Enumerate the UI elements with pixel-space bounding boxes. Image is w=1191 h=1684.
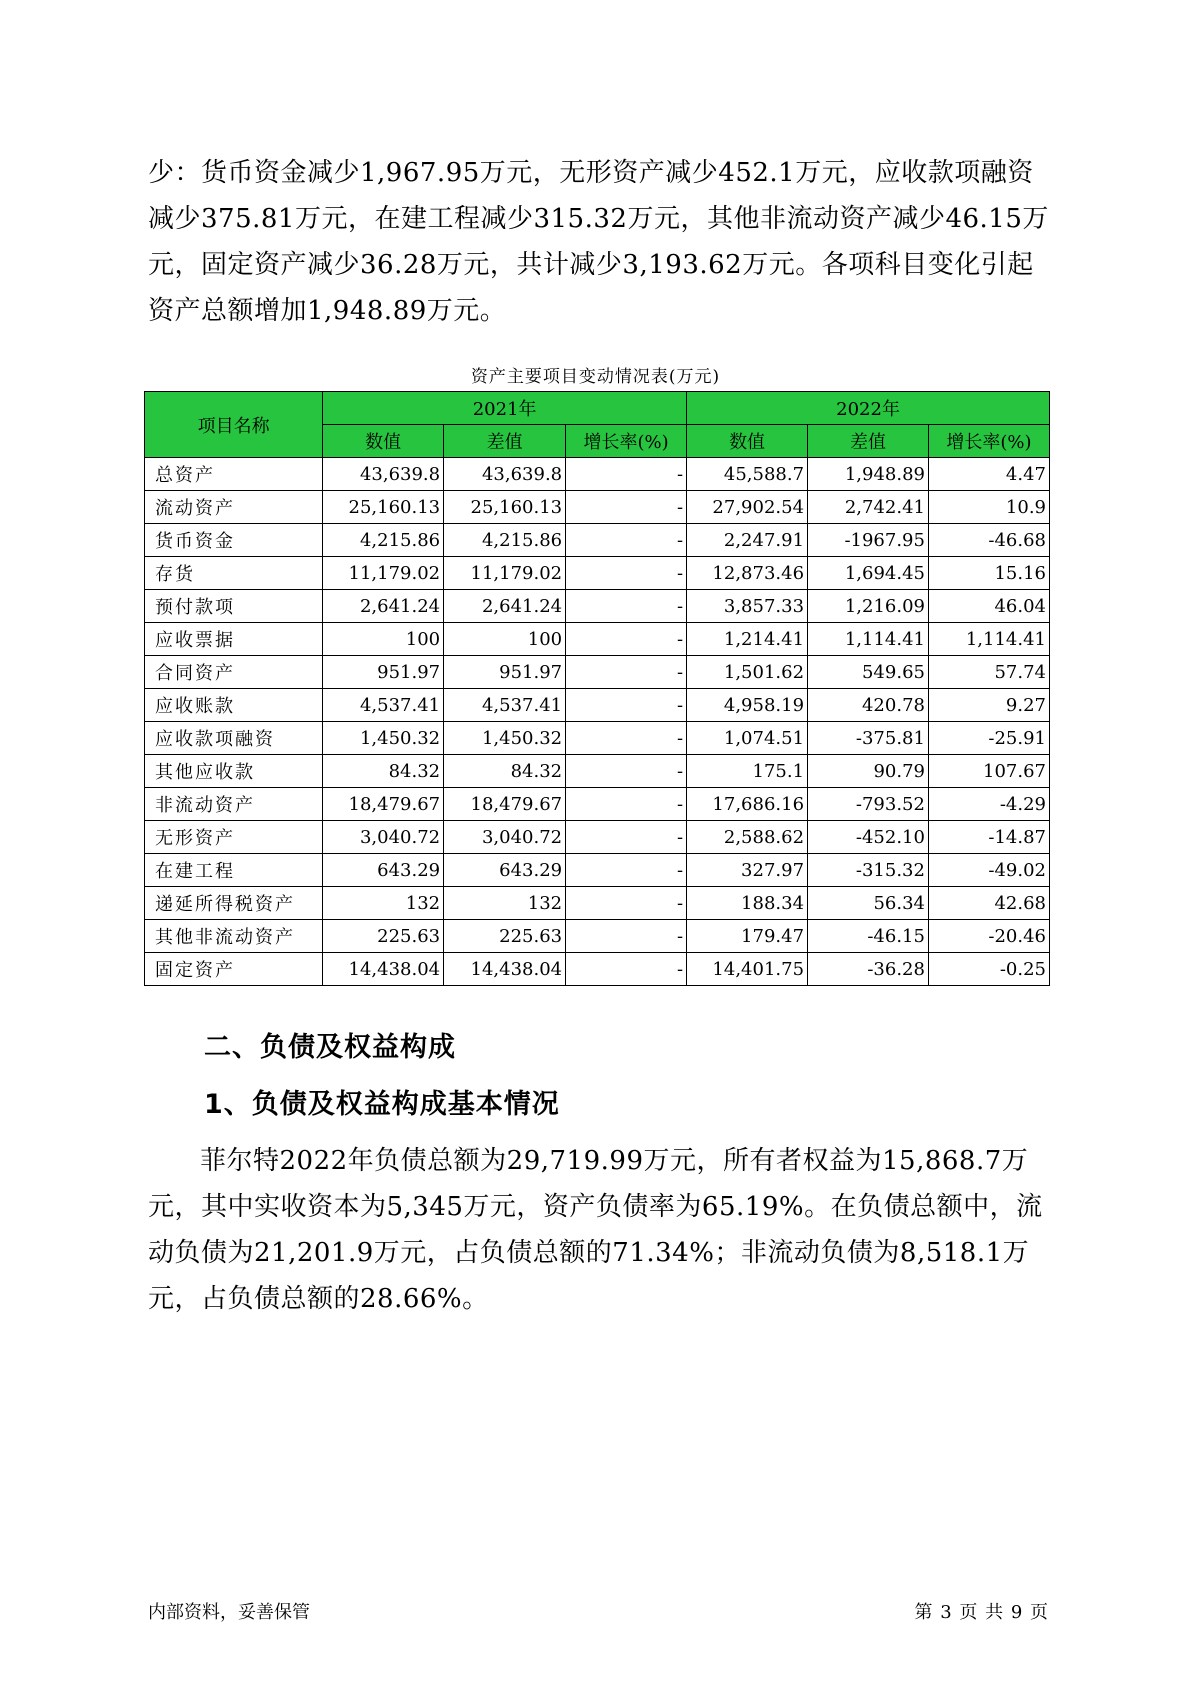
cell-diff-2022: -46.15	[808, 920, 929, 953]
cell-diff-2021: 643.29	[444, 854, 566, 887]
cell-value-2021: 951.97	[323, 656, 444, 689]
cell-value-2021: 225.63	[323, 920, 444, 953]
cell-value-2021: 132	[323, 887, 444, 920]
cell-value-2021: 18,479.67	[323, 788, 444, 821]
cell-item-name: 应收款项融资	[145, 722, 323, 755]
table-row	[145, 788, 1050, 821]
cell-value-2022: 2,247.91	[687, 524, 808, 557]
cell-item-name: 合同资产	[145, 656, 323, 689]
cell-growth-2022: 42.68	[928, 887, 1049, 920]
cell-diff-2021: 2,641.24	[444, 590, 566, 623]
cell-diff-2022: 1,114.41	[808, 623, 929, 656]
cell-diff-2022: 56.34	[808, 887, 929, 920]
cell-value-2021: 11,179.02	[323, 557, 444, 590]
cell-growth-2021: -	[566, 524, 687, 557]
cell-growth-2021: -	[566, 557, 687, 590]
cell-value-2021: 100	[323, 623, 444, 656]
cell-item-name: 非流动资产	[145, 788, 323, 821]
cell-growth-2021: -	[566, 623, 687, 656]
cell-diff-2021: 4,215.86	[444, 524, 566, 557]
subheader-diff-2021: 差值	[444, 425, 566, 458]
table-row	[145, 953, 1050, 986]
cell-diff-2022: 2,742.41	[808, 491, 929, 524]
cell-diff-2022: -793.52	[808, 788, 929, 821]
cell-diff-2022: -36.28	[808, 953, 929, 986]
cell-diff-2022: 420.78	[808, 689, 929, 722]
cell-value-2022: 27,902.54	[687, 491, 808, 524]
cell-growth-2022: -20.46	[928, 920, 1049, 953]
cell-diff-2022: -315.32	[808, 854, 929, 887]
cell-value-2022: 4,958.19	[687, 689, 808, 722]
cell-value-2022: 12,873.46	[687, 557, 808, 590]
cell-value-2021: 43,639.8	[323, 458, 444, 491]
cell-value-2022: 17,686.16	[687, 788, 808, 821]
cell-diff-2021: 225.63	[444, 920, 566, 953]
cell-growth-2021: -	[566, 458, 687, 491]
cell-value-2021: 4,537.41	[323, 689, 444, 722]
cell-diff-2021: 11,179.02	[444, 557, 566, 590]
subheader-value-2022: 数值	[687, 425, 808, 458]
table-row	[145, 920, 1050, 953]
cell-item-name: 流动资产	[145, 491, 323, 524]
cell-item-name: 存货	[145, 557, 323, 590]
table-row	[145, 524, 1050, 557]
table-row	[145, 722, 1050, 755]
cell-diff-2021: 25,160.13	[444, 491, 566, 524]
cell-value-2022: 327.97	[687, 854, 808, 887]
cell-item-name: 递延所得税资产	[145, 887, 323, 920]
table-row	[145, 755, 1050, 788]
cell-diff-2022: -375.81	[808, 722, 929, 755]
cell-growth-2022: -4.29	[928, 788, 1049, 821]
table-row	[145, 623, 1050, 656]
cell-diff-2021: 18,479.67	[444, 788, 566, 821]
cell-growth-2021: -	[566, 590, 687, 623]
cell-growth-2021: -	[566, 953, 687, 986]
table-row	[145, 557, 1050, 590]
subheader-growth-2022: 增长率(%)	[928, 425, 1049, 458]
cell-diff-2021: 951.97	[444, 656, 566, 689]
cell-item-name: 总资产	[145, 458, 323, 491]
cell-growth-2022: -0.25	[928, 953, 1049, 986]
cell-value-2022: 1,074.51	[687, 722, 808, 755]
table-row	[145, 656, 1050, 689]
cell-value-2021: 4,215.86	[323, 524, 444, 557]
cell-growth-2022: 4.47	[928, 458, 1049, 491]
subheader-diff-2022: 差值	[808, 425, 929, 458]
cell-growth-2021: -	[566, 722, 687, 755]
cell-growth-2021: -	[566, 920, 687, 953]
table-row	[145, 491, 1050, 524]
cell-value-2021: 3,040.72	[323, 821, 444, 854]
cell-value-2022: 1,501.62	[687, 656, 808, 689]
cell-growth-2021: -	[566, 854, 687, 887]
cell-growth-2022: 1,114.41	[928, 623, 1049, 656]
cell-item-name: 其他应收款	[145, 755, 323, 788]
cell-diff-2022: 1,948.89	[808, 458, 929, 491]
cell-diff-2021: 4,537.41	[444, 689, 566, 722]
cell-growth-2021: -	[566, 821, 687, 854]
cell-item-name: 应收票据	[145, 623, 323, 656]
footer-page-number: 第 3 页 共 9 页	[914, 1602, 1049, 1623]
cell-diff-2021: 14,438.04	[444, 953, 566, 986]
intro-paragraph: 少：货币资金减少1,967.95万元，无形资产减少452.1万元，应收款项融资减少375.81万元，在建工程减少315.32万元，其他非流动资产减少46.15万元，固定资产减少36.28万元，共计减少3,193.62万元。各项科目变化引起资产总额增加1,948.89万元。	[148, 158, 1049, 326]
cell-diff-2021: 132	[444, 887, 566, 920]
table-body	[145, 458, 1050, 986]
table-row	[145, 854, 1050, 887]
header-year-2022: 2022年	[687, 392, 1050, 425]
cell-item-name: 其他非流动资产	[145, 920, 323, 953]
subsection-heading: 1、负债及权益构成基本情况	[204, 1089, 560, 1120]
cell-value-2022: 1,214.41	[687, 623, 808, 656]
asset-change-table	[144, 391, 1050, 986]
cell-growth-2022: -49.02	[928, 854, 1049, 887]
cell-growth-2022: -46.68	[928, 524, 1049, 557]
cell-growth-2021: -	[566, 491, 687, 524]
cell-item-name: 应收账款	[145, 689, 323, 722]
cell-diff-2021: 43,639.8	[444, 458, 566, 491]
cell-value-2021: 643.29	[323, 854, 444, 887]
subheader-growth-2021: 增长率(%)	[566, 425, 687, 458]
cell-growth-2022: -25.91	[928, 722, 1049, 755]
cell-value-2022: 3,857.33	[687, 590, 808, 623]
cell-diff-2021: 3,040.72	[444, 821, 566, 854]
cell-value-2021: 2,641.24	[323, 590, 444, 623]
cell-value-2021: 1,450.32	[323, 722, 444, 755]
cell-value-2021: 84.32	[323, 755, 444, 788]
cell-value-2022: 2,588.62	[687, 821, 808, 854]
header-item-name: 项目名称	[145, 392, 323, 458]
table-row	[145, 590, 1050, 623]
cell-item-name: 预付款项	[145, 590, 323, 623]
table-row	[145, 458, 1050, 491]
cell-growth-2021: -	[566, 689, 687, 722]
cell-growth-2021: -	[566, 656, 687, 689]
cell-diff-2021: 84.32	[444, 755, 566, 788]
cell-growth-2021: -	[566, 755, 687, 788]
cell-value-2022: 45,588.7	[687, 458, 808, 491]
cell-item-name: 货币资金	[145, 524, 323, 557]
cell-diff-2022: 1,216.09	[808, 590, 929, 623]
cell-growth-2022: -14.87	[928, 821, 1049, 854]
cell-value-2021: 25,160.13	[323, 491, 444, 524]
cell-value-2021: 14,438.04	[323, 953, 444, 986]
cell-diff-2022: 549.65	[808, 656, 929, 689]
cell-value-2022: 14,401.75	[687, 953, 808, 986]
cell-diff-2022: 90.79	[808, 755, 929, 788]
cell-diff-2022: -1967.95	[808, 524, 929, 557]
cell-diff-2022: 1,694.45	[808, 557, 929, 590]
cell-growth-2022: 107.67	[928, 755, 1049, 788]
cell-diff-2021: 100	[444, 623, 566, 656]
cell-growth-2022: 46.04	[928, 590, 1049, 623]
cell-growth-2022: 15.16	[928, 557, 1049, 590]
cell-value-2022: 188.34	[687, 887, 808, 920]
cell-growth-2022: 9.27	[928, 689, 1049, 722]
table-row	[145, 821, 1050, 854]
section-heading: 二、负债及权益构成	[204, 1032, 456, 1063]
cell-diff-2021: 1,450.32	[444, 722, 566, 755]
cell-growth-2022: 10.9	[928, 491, 1049, 524]
cell-value-2022: 179.47	[687, 920, 808, 953]
table-row	[145, 887, 1050, 920]
table-row	[145, 689, 1050, 722]
cell-growth-2022: 57.74	[928, 656, 1049, 689]
cell-growth-2021: -	[566, 788, 687, 821]
header-year-2021: 2021年	[323, 392, 687, 425]
table-caption: 资产主要项目变动情况表(万元)	[470, 367, 721, 387]
cell-item-name: 无形资产	[145, 821, 323, 854]
cell-growth-2021: -	[566, 887, 687, 920]
cell-diff-2022: -452.10	[808, 821, 929, 854]
subheader-value-2021: 数值	[323, 425, 444, 458]
cell-item-name: 在建工程	[145, 854, 323, 887]
liability-paragraph: 菲尔特2022年负债总额为29,719.99万元，所有者权益为15,868.7万元，其中实收资本为5,345万元，资产负债率为65.19%。在负债总额中，流动负债为21,201.9万元，占负债总额的71.34%；非流动负债为8,518.1万元，占负债总额的28.66%。	[148, 1146, 1043, 1314]
cell-value-2022: 175.1	[687, 755, 808, 788]
footer-confidential-note: 内部资料，妥善保管	[148, 1602, 310, 1623]
cell-item-name: 固定资产	[145, 953, 323, 986]
